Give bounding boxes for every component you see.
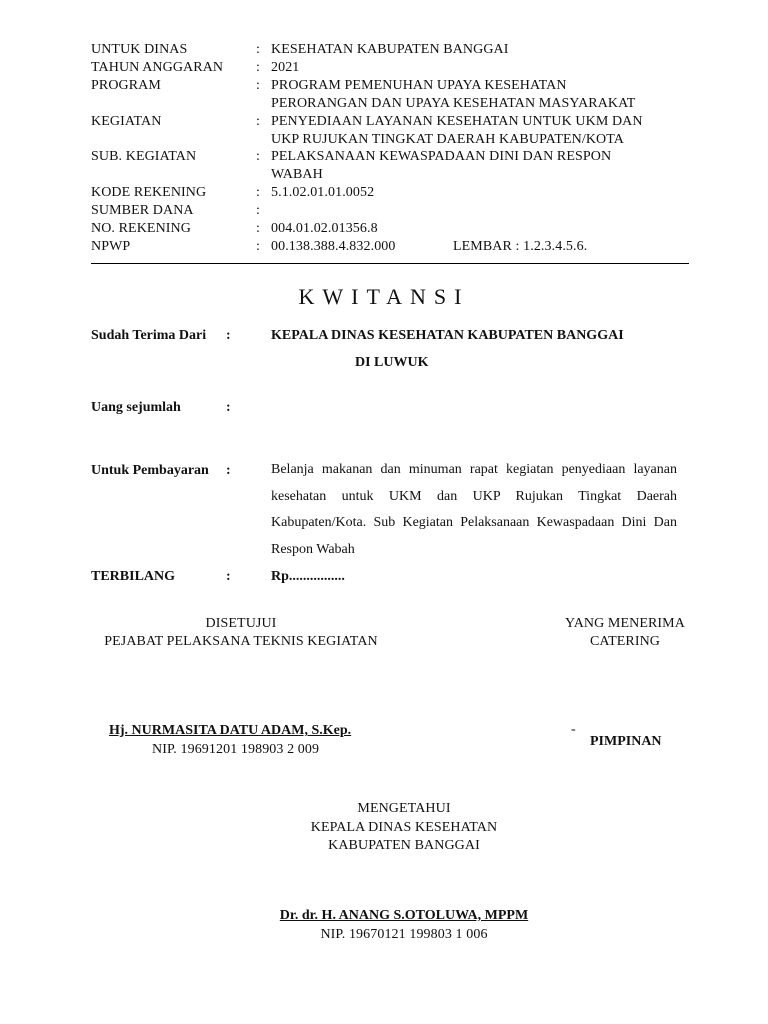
header-colon: : <box>256 185 260 200</box>
header-label-sumber-dana: SUMBER DANA <box>91 203 194 218</box>
approver-name: Hj. NURMASITA DATU ADAM, S.Kep. <box>109 723 352 738</box>
header-value-sub-kegiatan: PELAKSANAAN KEWASPADAAN DINI DAN RESPON <box>271 149 612 164</box>
received-from-value: KEPALA DINAS KESEHATAN KABUPATEN BANGGAI <box>271 328 624 343</box>
receiver-title: PIMPINAN <box>590 734 662 749</box>
payment-description: Belanja makanan dan minuman rapat kegiatan penyediaan layanan kesehatan untuk UKM dan UKP Rujukan Tingkat Daerah Kabupaten/Kota. Sub Kegiatan Pelaksanaan Kewaspadaan Dini Dan Respon Wabah <box>271 462 677 557</box>
header-value-program: PROGRAM PEMENUHAN UPAYA KESEHATAN <box>271 78 567 93</box>
header-value-kode-rekening: 5.1.02.01.01.0052 <box>271 185 375 200</box>
header-value-program-line2: PERORANGAN DAN UPAYA KESEHATAN MASYARAKAT <box>271 96 636 111</box>
received-from-value-line2: DI LUWUK <box>355 355 429 370</box>
head-name: Dr. dr. H. ANANG S.OTOLUWA, MPPM <box>279 908 529 923</box>
header-label-kegiatan: KEGIATAN <box>91 114 162 129</box>
payment-colon: : <box>226 463 231 478</box>
receiver-catering: CATERING <box>589 634 661 649</box>
header-label-npwp: NPWP <box>91 239 131 254</box>
header-colon: : <box>256 239 260 254</box>
terbilang-value: Rp................ <box>271 569 345 584</box>
received-from-label: Sudah Terima Dari <box>91 328 207 343</box>
acknowledged-region: KABUPATEN BANGGAI <box>328 838 480 853</box>
header-value-untuk-dinas: KESEHATAN KABUPATEN BANGGAI <box>271 42 509 57</box>
header-lembar: LEMBAR : 1.2.3.4.5.6. <box>453 239 588 254</box>
header-divider <box>91 263 689 264</box>
approval-role: PEJABAT PELAKSANA TEKNIS KEGIATAN <box>104 634 378 649</box>
header-label-program: PROGRAM <box>91 78 161 93</box>
header-value-npwp: 00.138.388.4.832.000 <box>271 239 396 254</box>
document-title: KWITANSI <box>298 284 470 309</box>
payment-label: Untuk Pembayaran <box>91 463 209 478</box>
terbilang-colon: : <box>226 569 231 584</box>
header-value-no-rekening: 004.01.02.01356.8 <box>271 221 378 236</box>
header-colon: : <box>256 60 260 75</box>
header-label-untuk-dinas: UNTUK DINAS <box>91 42 188 57</box>
header-colon: : <box>256 114 260 129</box>
terbilang-label: TERBILANG <box>91 569 176 584</box>
header-value-tahun-anggaran: 2021 <box>271 60 300 75</box>
header-value-sub-kegiatan-line2: WABAH <box>271 167 323 182</box>
header-label-tahun-anggaran: TAHUN ANGGARAN <box>91 60 224 75</box>
acknowledged-role: KEPALA DINAS KESEHATAN <box>310 820 498 835</box>
receiver-dash: - <box>571 722 576 737</box>
header-label-sub-kegiatan: SUB. KEGIATAN <box>91 149 197 164</box>
amount-colon: : <box>226 400 231 415</box>
header-value-kegiatan-line2: UKP RUJUKAN TINGKAT DAERAH KABUPATEN/KOTA <box>271 132 624 147</box>
acknowledged-heading: MENGETAHUI <box>357 801 451 816</box>
header-colon: : <box>256 42 260 57</box>
head-nip: NIP. 19670121 199803 1 006 <box>320 927 488 942</box>
header-colon: : <box>256 78 260 93</box>
header-colon: : <box>256 149 260 164</box>
received-from-colon: : <box>226 328 231 343</box>
header-colon: : <box>256 221 260 236</box>
header-colon: : <box>256 203 260 218</box>
amount-label: Uang sejumlah <box>91 400 181 415</box>
header-label-kode-rekening: KODE REKENING <box>91 185 207 200</box>
header-label-no-rekening: NO. REKENING <box>91 221 191 236</box>
approval-heading: DISETUJUI <box>205 616 277 631</box>
approver-nip: NIP. 19691201 198903 2 009 <box>152 742 320 757</box>
header-value-kegiatan: PENYEDIAAN LAYANAN KESEHATAN UNTUK UKM DAN <box>271 114 643 129</box>
receiver-heading: YANG MENERIMA <box>565 616 685 631</box>
